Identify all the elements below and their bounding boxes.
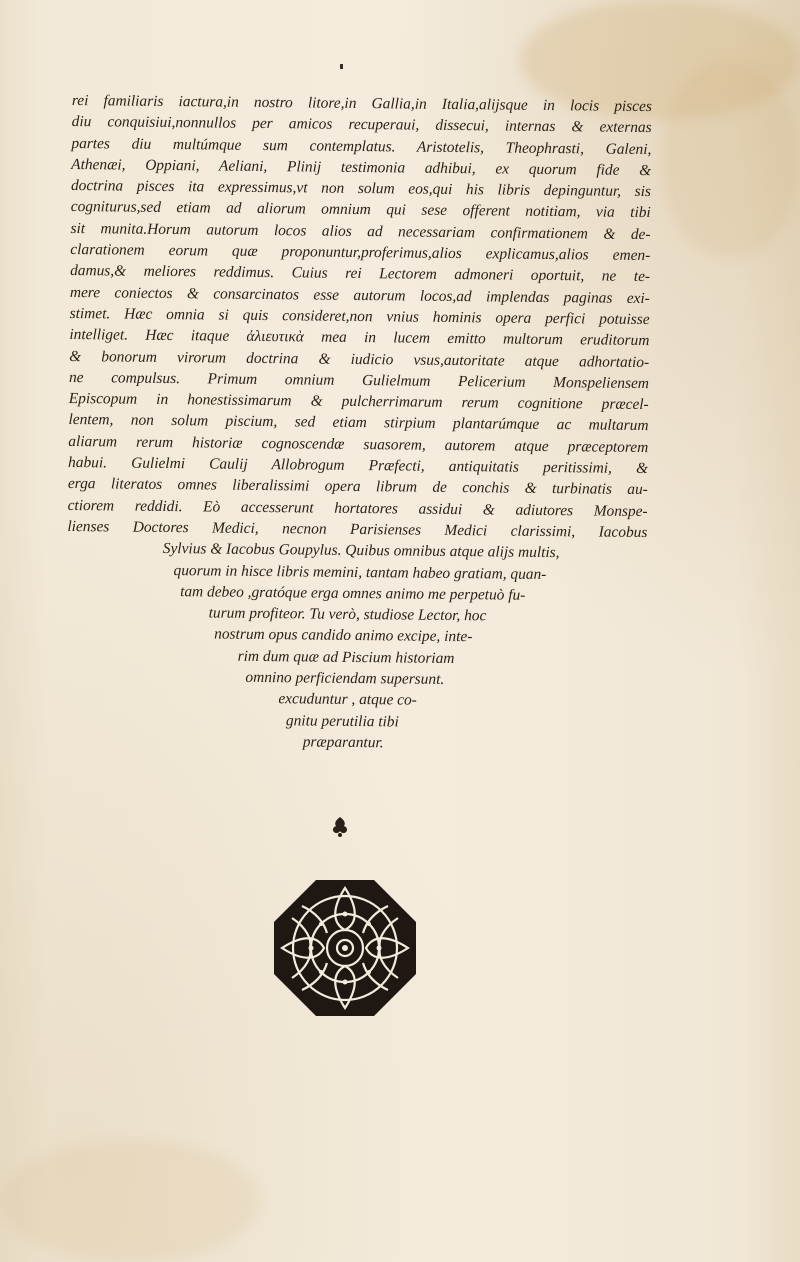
text-line-tapered: rim dum quæ ad Piscium historiam <box>237 647 455 667</box>
text-line: stimet. Hæc omnia si quis consideret,non vnius hominis opera perfici potuisse <box>69 304 650 329</box>
text-line-tapered: Sylvius & Iacobus Goupylus. Quibus omnibus atque alijs multis, <box>162 540 560 562</box>
text-line: ne compulsus. Primum omnium Gulielmum Pelicerium Monspeliensem <box>68 368 650 392</box>
text-line: aliarum rerum historiæ cognoscendæ suasorem, autorem atque præceptorem <box>68 432 649 456</box>
text-line: clarationem eorum quæ proponuntur,proferimus,alios explicamus,alios emen- <box>70 241 651 265</box>
text-line: intelliget. Hæc itaque ἀλιευτικὰ mea in lucem emitto multorum eruditorum <box>69 326 650 350</box>
text-line-tapered: turum profiteor. Tu verò, studiose Lector, hoc <box>208 604 487 625</box>
text-line: doctrina pisces ita expressimus,vt non solum eos,qui his libris depinguntur, sis <box>70 177 652 201</box>
text-line: sit munita.Horum autorum locos alios ad necessariam confirmationem & de- <box>70 219 651 243</box>
text-line: lentem, non solum piscium, sed etiam stirpium plantarúmque ac multarum <box>68 411 649 435</box>
text-line: partes diu multúmque sum contemplatus. Aristotelis, Theophrasti, Galeni, <box>71 134 652 158</box>
text-line-tapered: tam debeo ,gratóque erga omnes animo me perpetuò fu- <box>180 582 526 604</box>
diamond-arabesque-ornament <box>272 878 418 1018</box>
text-line-tapered: omnino perficiendam supersunt. <box>245 668 445 688</box>
latin-text-block <box>65 90 652 756</box>
text-line: erga literatos omnes liberalissimi opera librum de conchis & turbinatis au- <box>67 475 648 499</box>
text-line: Athenæi, Oppiani, Aeliani, Plinij testimonia adhibui, ex quorum fide & <box>71 155 652 179</box>
text-line: lienses Doctores Medici, necnon Parisienses Medici clarissimi, Iacobus <box>67 517 648 541</box>
paper-stain <box>0 1140 260 1262</box>
text-line: & bonorum virorum doctrina & iudicio vsus,autoritate atque adhortatio- <box>69 347 650 371</box>
text-line: rei familiaris iactura,in nostro litore,in Gallia,in Italia,alijsque in locis pisces <box>71 91 652 116</box>
paper-stain <box>660 60 800 260</box>
text-line-tapered: præparantur. <box>302 733 384 752</box>
text-line-tapered: gnitu perutilia tibi <box>285 711 399 731</box>
text-line: ctiorem reddidi. Eò accesserunt hortatores assidui & adiutores Monspe- <box>67 496 648 520</box>
text-line: damus,& meliores reddimus. Cuius rei Lectorem admoneri oportuit, ne te- <box>70 262 651 286</box>
text-line: diu conquisiui,nonnullos per amicos recuperaui, dissecui, internas & externas <box>71 113 652 137</box>
text-line: Episcopum in honestissimarum & pulcherrimarum rerum cognitione præcel- <box>68 390 649 414</box>
text-line-tapered: quorum in hisce libris memini, tantam habeo gratiam, quan- <box>173 561 547 583</box>
text-line: mere coniectos & consarcinatos esse autorum locos,ad implendas paginas exi- <box>69 283 650 307</box>
text-line-tapered: nostrum opus candido animo excipe, inte- <box>214 625 473 646</box>
text-line-tapered: excuduntur , atque co- <box>278 690 417 709</box>
ink-mark <box>340 64 343 69</box>
text-line: habui. Gulielmi Caulij Allobrogum Præfecti, antiquitatis peritissimi, & <box>68 454 649 478</box>
leaf-fleuron-icon <box>330 816 350 838</box>
text-line: cogniturus,sed etiam ad aliorum omnium qui sese offerent notitiam, via tibi <box>70 198 651 222</box>
